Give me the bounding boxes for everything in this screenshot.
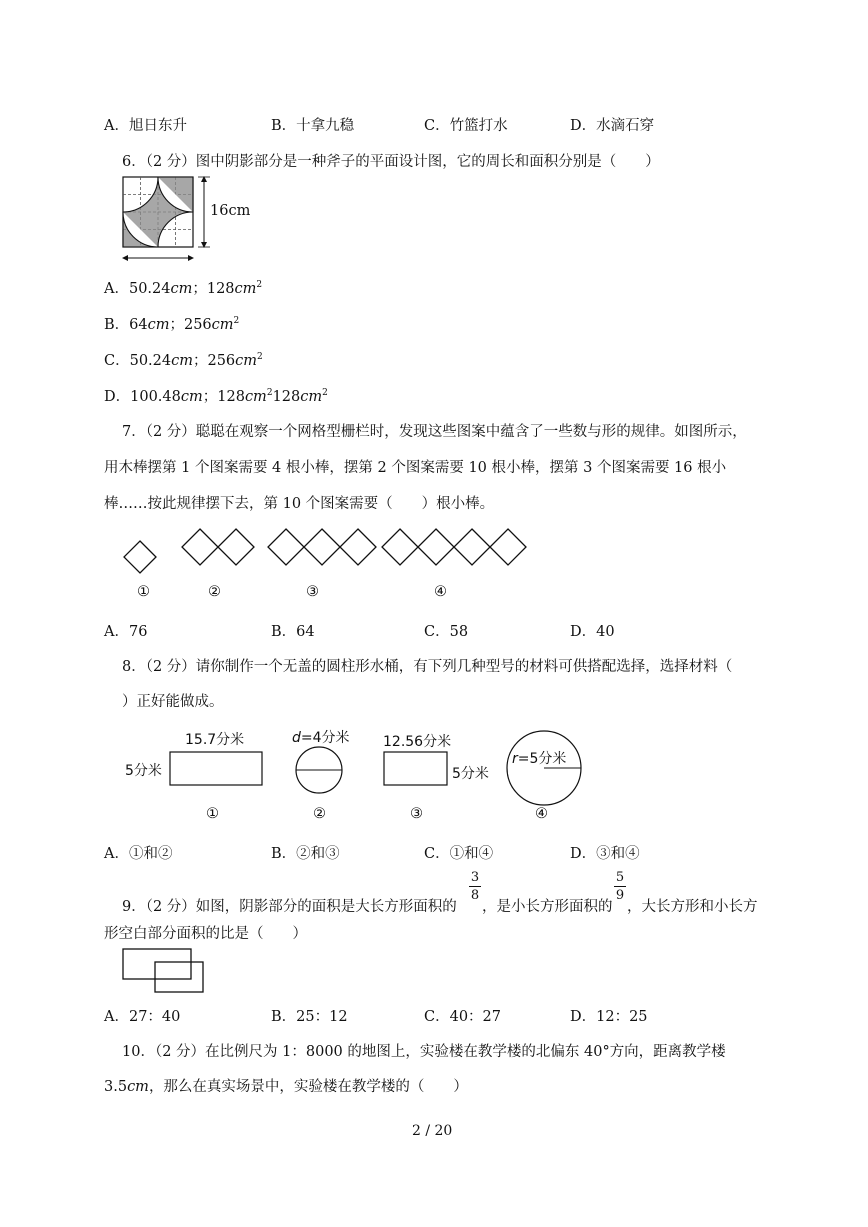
q9-rectangles-figure <box>120 945 210 997</box>
q8-option-c: C．①和④ <box>424 846 494 862</box>
q8-option-d: D．③和④ <box>570 846 640 862</box>
q9-option-a: A．27：40 <box>104 1009 181 1025</box>
q9-fraction-2: 5 9 <box>615 870 625 903</box>
q8-figure-label-4: ④ <box>535 806 548 822</box>
q8-fig3-top-label: 12.56分米 <box>383 734 452 750</box>
q8-fig3-right-label: 5分米 <box>452 766 489 782</box>
q6-option-d: D．100.48cm；$128cm^2128cm^2$ <box>104 388 328 405</box>
q7-figure-label-2: ② <box>208 584 221 600</box>
q7-option-b: B．64 <box>271 624 315 640</box>
q9-option-d: D．12：25 <box>570 1009 648 1025</box>
q9-option-c: C．40：27 <box>424 1009 501 1025</box>
q5-option-c: C．竹篮打水 <box>424 118 508 134</box>
q8-rect-1 <box>170 752 262 785</box>
q8-fig4-label: r=5分米 <box>512 751 567 767</box>
q8-fig1-top-label: 15.7分米 <box>185 732 245 748</box>
q9-fraction-1: 3 8 <box>470 870 480 903</box>
q6-stem: 6．（2 分）图中阴影部分是一种斧子的平面设计图，它的周长和面积分别是（ ） <box>122 154 660 170</box>
q6-option-c: C．50.24cm；$256cm^2$ <box>104 352 263 369</box>
q8-figure-label-3: ③ <box>410 806 423 822</box>
q9-line-1c: ，大长方形和小长方 <box>627 899 758 915</box>
q8-figure-label-2: ② <box>313 806 326 822</box>
q5-option-b: B．十拿九稳 <box>271 118 355 134</box>
q10-line-2: 3.5cm，那么在真实场景中，实验楼在教学楼的（ ） <box>104 1079 468 1095</box>
q8-fig1-left-label: 5分米 <box>125 763 162 779</box>
q9-line-1a: 9．（2 分）如图，阴影部分的面积是大长方形面积的 <box>122 899 457 915</box>
q7-pattern-figures <box>120 527 510 577</box>
q7-line-3: 棒……按此规律摆下去，第 10 个图案需要（ ）根小棒。 <box>104 496 495 512</box>
q7-option-d: D．40 <box>570 624 615 640</box>
q9-large-rectangle <box>123 949 191 979</box>
q5-option-d: D．水滴石穿 <box>570 118 655 134</box>
q9-small-rectangle <box>155 962 203 992</box>
q7-figure-label-1: ① <box>137 584 150 600</box>
q7-figure-label-3: ③ <box>306 584 319 600</box>
q5-option-a: A．旭日东升 <box>104 118 187 134</box>
page-number: 2 / 20 <box>412 1123 453 1139</box>
q7-figure-label-4: ④ <box>434 584 447 600</box>
q7-option-a: A．76 <box>104 624 148 640</box>
q7-line-2: 用木棒摆第 1 个图案需要 4 根小棒，摆第 2 个图案需要 10 根小棒，摆第 3 个图案需要 16 根小 <box>104 460 727 476</box>
q8-line-2: ）正好能做成。 <box>122 694 224 710</box>
q10-line-1: 10．（2 分）在比例尺为 1：8000 的地图上，实验楼在教学楼的北偏东 40°方向，距离教学楼 <box>122 1044 726 1060</box>
q8-figure-label-1: ① <box>206 806 219 822</box>
q7-option-c: C．58 <box>424 624 469 640</box>
q8-option-a: A．①和② <box>104 846 173 862</box>
q6-option-a: A．50.24cm；$128cm^2$ <box>104 280 263 297</box>
q9-line-2: 形空白部分面积的比是（ ） <box>104 926 307 942</box>
q8-fig2-label: d=4分米 <box>292 730 350 746</box>
q6-option-b: B．64cm；$256cm^2$ <box>104 316 240 333</box>
q8-line-1: 8．（2 分）请你制作一个无盖的圆柱形水桶，有下列几种型号的材料可供搭配选择，选择材料（ <box>122 659 733 675</box>
q7-line-1: 7．（2 分）聪聪在观察一个网格型栅栏时，发现这些图案中蕴含了一些数与形的规律。如图所示， <box>122 424 747 440</box>
q9-option-b: B．25：12 <box>271 1009 348 1025</box>
q6-dimension-label: 16cm <box>210 203 251 219</box>
q8-option-b: B．②和③ <box>271 846 340 862</box>
q9-line-1b: ，是小长方形面积的 <box>482 899 613 915</box>
q8-rect-3 <box>384 752 447 785</box>
